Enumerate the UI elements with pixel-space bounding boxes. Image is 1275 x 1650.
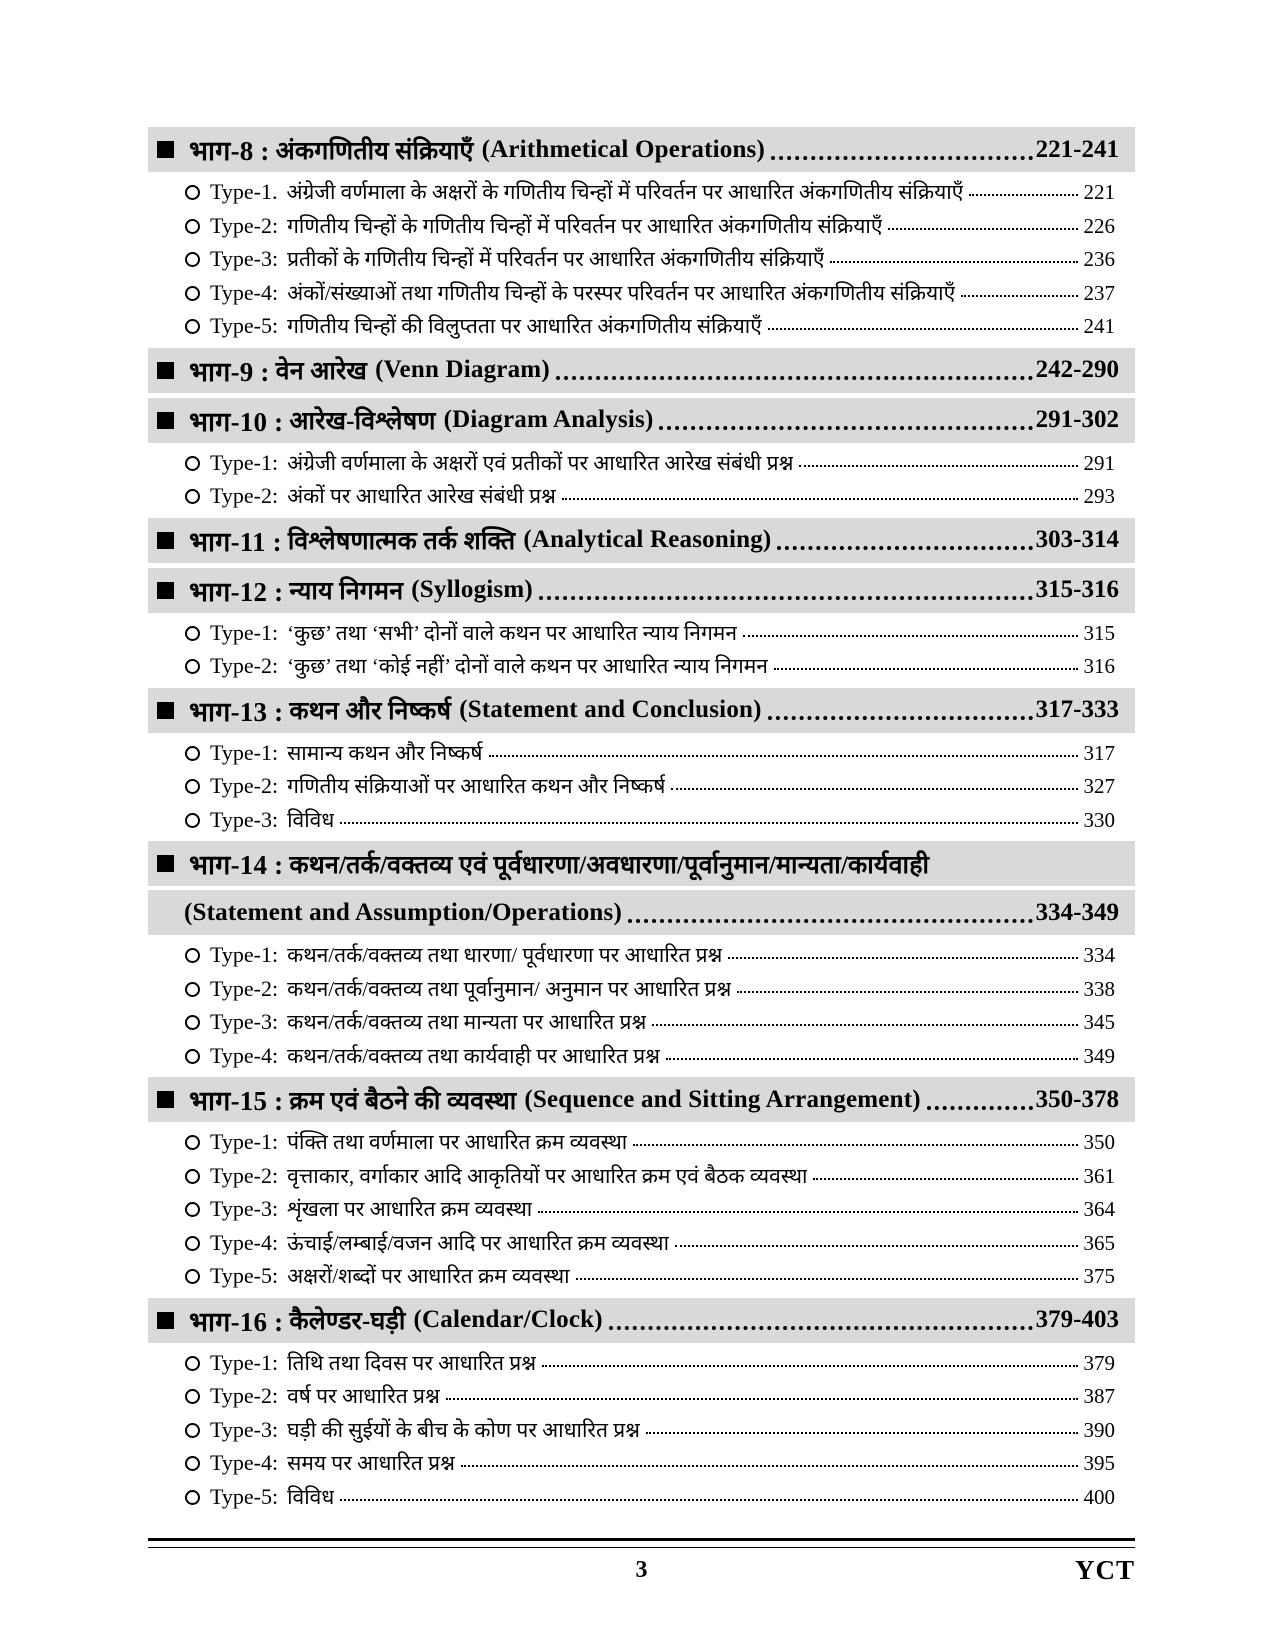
black-square-bullet-icon	[157, 702, 174, 719]
leader-dots	[813, 1178, 1077, 1180]
leader-dots	[771, 156, 1033, 160]
toc-section	[148, 568, 1135, 683]
circle-bullet-icon	[185, 779, 200, 794]
section-entries	[148, 1125, 1135, 1293]
entry-label: Type-2:	[210, 773, 279, 798]
entry-page: 317	[1083, 740, 1115, 765]
toc-entry	[148, 1226, 1135, 1260]
section-bhag: भाग-14 :	[189, 850, 284, 880]
circle-bullet-icon	[185, 456, 200, 471]
entry-page: 315	[1083, 620, 1115, 645]
circle-bullet-icon	[185, 1423, 200, 1438]
entry-page: 316	[1083, 654, 1115, 678]
section-pages: 291-302	[1035, 406, 1119, 433]
entry-label: Type-1:	[210, 739, 279, 765]
section-title-hi: कथन और निष्कर्ष	[289, 698, 452, 725]
entry-page: 365	[1083, 1230, 1115, 1255]
leader-dots	[830, 261, 1077, 263]
leader-dots	[628, 919, 1033, 923]
toc-entry	[148, 616, 1135, 650]
entry-page: 390	[1083, 1417, 1115, 1442]
section-title-hi: विश्लेषणात्मक तर्क शक्ति	[287, 528, 516, 555]
toc-section	[148, 841, 1135, 1072]
entry-text: समय पर आधारित प्रश्न	[287, 1451, 455, 1475]
circle-bullet-icon	[185, 659, 200, 674]
entry-page: 361	[1083, 1163, 1115, 1188]
section-banner	[148, 1077, 1135, 1122]
black-square-bullet-icon	[157, 1091, 174, 1108]
circle-bullet-icon	[185, 948, 200, 963]
section-bhag: भाग-15 :	[189, 1086, 284, 1116]
section-banner	[148, 398, 1135, 443]
leader-dots	[556, 376, 1033, 380]
circle-bullet-icon	[185, 219, 200, 234]
section-bhag: भाग-12 :	[189, 576, 284, 607]
entry-label: Type-1:	[210, 619, 279, 645]
leader-dots	[340, 1499, 1077, 1501]
entry-text: कथन/तर्क/वक्तव्य तथा पूर्वानुमान/ अनुमान पर आधारित प्रश्न	[287, 976, 732, 1001]
entry-label: Type-3:	[210, 246, 279, 271]
entry-text: ‘कुछ’ तथा ‘कोई नहीं’ दोनों वाले कथन पर आधारित न्याय निगमन	[287, 654, 768, 678]
section-title-en: (Syllogism)	[411, 576, 533, 603]
entry-page: 364	[1083, 1197, 1115, 1221]
circle-bullet-icon	[185, 286, 200, 301]
entry-page: 338	[1083, 976, 1115, 1001]
black-square-bullet-icon	[157, 582, 174, 599]
section-title-hi: आरेख-विश्लेषण	[289, 408, 436, 435]
entry-page: 334	[1083, 943, 1115, 967]
toc-entry	[148, 1480, 1135, 1514]
toc-entry	[148, 276, 1135, 310]
toc-entry	[148, 1259, 1135, 1293]
section-banner	[148, 127, 1135, 172]
toc-entry	[148, 242, 1135, 276]
section-pages: 315-316	[1035, 576, 1119, 603]
leader-dots	[961, 295, 1077, 297]
black-square-bullet-icon	[157, 855, 174, 872]
entry-text: अंग्रेजी वर्णमाला के अक्षरों के गणितीय चिन्हों में परिवर्तन पर आधारित अंकगणितीय संक्रियाएँ	[286, 180, 964, 204]
entry-text: गणितीय चिन्हों की विलुप्तता पर आधारित अंकगणितीय संक्रियाएँ	[287, 314, 762, 338]
circle-bullet-icon	[185, 1490, 200, 1505]
leader-dots	[646, 1432, 1077, 1434]
section-banner	[148, 518, 1135, 563]
circle-bullet-icon	[185, 1015, 200, 1030]
leader-dots	[539, 596, 1033, 600]
circle-bullet-icon	[185, 1389, 200, 1404]
toc-entry	[148, 1446, 1135, 1480]
leader-dots	[446, 1398, 1078, 1400]
circle-bullet-icon	[185, 1236, 200, 1251]
section-banner	[148, 841, 1135, 886]
circle-bullet-icon	[185, 1356, 200, 1371]
leader-dots	[538, 1211, 1077, 1213]
toc-entry	[148, 736, 1135, 770]
toc-section	[148, 127, 1135, 343]
entry-label: Type-5:	[210, 313, 279, 338]
toc-entry	[148, 209, 1135, 243]
black-square-bullet-icon	[157, 412, 174, 429]
section-entries	[148, 938, 1135, 1072]
entry-text: गणितीय चिन्हों के गणितीय चिन्हों में परिवर्तन पर आधारित अंकगणितीय संक्रियाएँ	[287, 213, 883, 238]
section-bhag: भाग-16 :	[189, 1306, 284, 1337]
section-pages: 350-378	[1035, 1085, 1119, 1113]
entry-label: Type-2:	[210, 653, 279, 678]
page-footer	[148, 1524, 1135, 1592]
leader-dots	[737, 991, 1077, 993]
toc-sections	[148, 122, 1135, 1513]
entry-page: 395	[1083, 1451, 1115, 1475]
toc-section	[148, 348, 1135, 393]
circle-bullet-icon	[185, 185, 200, 200]
section-pages: 221-241	[1035, 135, 1119, 163]
entry-text: कथन/तर्क/वक्तव्य तथा धारणा/ पूर्वधारणा पर आधारित प्रश्न	[287, 943, 723, 967]
entry-label: Type-1.	[210, 179, 278, 204]
circle-bullet-icon	[185, 252, 200, 267]
circle-bullet-icon	[185, 1169, 200, 1184]
circle-bullet-icon	[185, 813, 200, 828]
publisher-logo: YCT	[1074, 1555, 1135, 1585]
section-banner	[148, 348, 1135, 393]
entry-text: अक्षरों/शब्दों पर आधारित क्रम व्यवस्था	[287, 1264, 570, 1288]
entry-label: Type-2:	[210, 1162, 279, 1188]
toc-entry	[148, 1125, 1135, 1159]
black-square-bullet-icon	[157, 141, 174, 158]
entry-page: 379	[1083, 1350, 1115, 1375]
section-title-en: (Sequence and Sitting Arrangement)	[524, 1085, 921, 1113]
entry-text: विविध	[287, 807, 335, 832]
leader-dots	[461, 1465, 1078, 1467]
entry-text: घड़ी की सुईयों के बीच के कोण पर आधारित प्रश्न	[287, 1417, 641, 1442]
entry-label: Type-4:	[210, 1042, 279, 1068]
black-square-bullet-icon	[157, 362, 174, 379]
toc-entry	[148, 1413, 1135, 1447]
entry-text: अंकों पर आधारित आरेख संबंधी प्रश्न	[287, 484, 556, 508]
section-title-en: (Statement and Conclusion)	[459, 696, 762, 723]
entry-page: 375	[1083, 1264, 1115, 1288]
entry-text: ऊंचाई/लम्बाई/वजन आदि पर आधारित क्रम व्यवस्था	[287, 1230, 670, 1255]
entry-text: ‘कुछ’ तथा ‘सभी’ दोनों वाले कथन पर आधारित न्याय निगमन	[287, 620, 737, 645]
leader-dots	[774, 668, 1078, 670]
toc-entry	[148, 479, 1135, 513]
entry-label: Type-1:	[210, 1349, 279, 1375]
entry-label: Type-2:	[210, 483, 279, 508]
entry-page: 291	[1083, 450, 1115, 475]
entry-page: 237	[1083, 280, 1115, 305]
footer-row	[148, 1548, 1135, 1592]
section-bhag: भाग-9 :	[189, 356, 270, 387]
entry-text: प्रतीकों के गणितीय चिन्हों में परिवर्तन पर आधारित अंकगणितीय संक्रियाएँ	[287, 247, 825, 271]
entry-page: 400	[1083, 1484, 1115, 1509]
leader-dots	[768, 716, 1033, 720]
toc-entry	[148, 1159, 1135, 1193]
toc-entry	[148, 938, 1135, 972]
section-title-en: (Venn Diagram)	[375, 356, 550, 383]
entry-page: 330	[1083, 807, 1115, 832]
leader-dots	[489, 755, 1078, 757]
section-title-hi: कैलेण्डर-घड़ी	[289, 1308, 406, 1335]
entry-label: Type-1:	[210, 1129, 279, 1154]
section-title-hi: अंकगणितीय संक्रियाएँ	[275, 137, 474, 165]
toc-section	[148, 688, 1135, 837]
toc-entry	[148, 972, 1135, 1006]
entry-text: कथन/तर्क/वक्तव्य तथा कार्यवाही पर आधारित प्रश्न	[287, 1043, 660, 1068]
toc-entry	[148, 446, 1135, 480]
section-pages: 242-290	[1035, 356, 1119, 383]
section-title-en: (Diagram Analysis)	[443, 406, 654, 433]
toc-entry	[148, 309, 1135, 343]
leader-dots	[675, 1245, 1077, 1247]
black-square-bullet-icon	[157, 1312, 174, 1329]
entry-text: अंग्रेजी वर्णमाला के अक्षरों एवं प्रतीकों पर आधारित आरेख संबंधी प्रश्न	[287, 450, 794, 475]
section-bhag: भाग-8 :	[189, 136, 270, 166]
section-entries	[148, 616, 1135, 683]
entry-label: Type-5:	[210, 1483, 279, 1509]
section-bhag: भाग-11 :	[189, 526, 282, 557]
section-pages: 303-314	[1035, 526, 1119, 553]
circle-bullet-icon	[185, 746, 200, 761]
section-title-hi: क्रम एवं बैठने की व्यवस्था	[289, 1087, 517, 1115]
toc-entry	[148, 175, 1135, 209]
leader-dots	[609, 1326, 1033, 1330]
toc-section	[148, 398, 1135, 513]
leader-dots	[743, 635, 1078, 637]
entry-text: पंक्ति तथा वर्णमाला पर आधारित क्रम व्यवस्था	[287, 1130, 628, 1154]
leader-dots	[666, 1058, 1078, 1060]
toc-section	[148, 1077, 1135, 1293]
entry-text: गणितीय संक्रियाओं पर आधारित कथन और निष्कर्ष	[287, 774, 666, 798]
entry-label: Type-2:	[210, 975, 279, 1001]
toc-entry	[148, 1192, 1135, 1226]
entry-page: 327	[1083, 774, 1115, 798]
section-bhag: भाग-10 :	[189, 406, 284, 437]
entry-page: 221	[1083, 180, 1115, 204]
section-banner	[148, 1298, 1135, 1343]
section-banner	[148, 568, 1135, 613]
entry-page: 349	[1083, 1043, 1115, 1068]
toc-entry	[148, 1379, 1135, 1413]
circle-bullet-icon	[185, 982, 200, 997]
leader-dots	[340, 822, 1077, 824]
circle-bullet-icon	[185, 1135, 200, 1150]
entry-page: 236	[1083, 247, 1115, 271]
entry-label: Type-1:	[210, 942, 279, 967]
entry-text: सामान्य कथन और निष्कर्ष	[287, 740, 483, 765]
toc-entry	[148, 1005, 1135, 1039]
leader-dots	[633, 1144, 1077, 1146]
circle-bullet-icon	[185, 1269, 200, 1284]
toc-section	[148, 1298, 1135, 1514]
entry-page: 226	[1083, 213, 1115, 238]
entry-label: Type-2:	[210, 1383, 279, 1408]
page-number: 3	[635, 1557, 648, 1583]
entry-label: Type-2:	[210, 212, 279, 238]
leader-dots	[671, 788, 1077, 790]
black-square-bullet-icon	[157, 532, 174, 549]
section-pages2: 334-349	[1035, 898, 1119, 926]
entry-label: Type-4:	[210, 1450, 279, 1475]
leader-dots	[799, 465, 1077, 467]
section-title-hi: न्याय निगमन	[289, 578, 404, 605]
entry-label: Type-1:	[210, 449, 279, 475]
circle-bullet-icon	[185, 1202, 200, 1217]
section-title-hi: वेन आरेख	[275, 358, 368, 385]
entry-page: 241	[1083, 314, 1115, 338]
leader-dots	[728, 957, 1077, 959]
entry-text: वृत्ताकार, वर्गाकार आदि आकृतियों पर आधारित क्रम एवं बैठक व्यवस्था	[287, 1163, 808, 1188]
entry-page: 387	[1083, 1384, 1115, 1408]
section-banner-line2	[148, 890, 1135, 935]
section-entries	[148, 1346, 1135, 1514]
circle-bullet-icon	[185, 319, 200, 334]
toc-entry	[148, 803, 1135, 837]
section-pages: 379-403	[1035, 1306, 1119, 1333]
entry-page: 345	[1083, 1010, 1115, 1034]
leader-dots	[777, 546, 1032, 550]
entry-text: विविध	[287, 1484, 335, 1509]
entry-label: Type-4:	[210, 279, 279, 305]
section-title-en: (Calendar/Clock)	[413, 1306, 603, 1333]
section-entries	[148, 175, 1135, 343]
entry-label: Type-3:	[210, 806, 279, 832]
entry-text: अंकों/संख्याओं तथा गणितीय चिन्हों के परस्पर परिवर्तन पर आधारित अंकगणितीय संक्रियाएँ	[287, 280, 956, 305]
entry-text: कथन/तर्क/वक्तव्य तथा मान्यता पर आधारित प्रश्न	[287, 1010, 647, 1034]
leader-dots	[969, 194, 1077, 196]
circle-bullet-icon	[185, 626, 200, 641]
leader-dots	[888, 228, 1077, 230]
entry-label: Type-3:	[210, 1009, 279, 1034]
entry-label: Type-5:	[210, 1263, 279, 1288]
entry-label: Type-3:	[210, 1196, 279, 1221]
section-banner	[148, 688, 1135, 733]
section-entries	[148, 736, 1135, 837]
circle-bullet-icon	[185, 1049, 200, 1064]
circle-bullet-icon	[185, 1456, 200, 1471]
section-title-en: (Arithmetical Operations)	[481, 135, 765, 163]
leader-dots	[562, 498, 1078, 500]
toc-entry	[148, 649, 1135, 683]
leader-dots	[542, 1365, 1077, 1367]
entry-text: शृंखला पर आधारित क्रम व्यवस्था	[287, 1197, 533, 1221]
toc-section	[148, 518, 1135, 563]
entry-page: 293	[1083, 484, 1115, 508]
toc-entry	[148, 1346, 1135, 1380]
entry-text: तिथि तथा दिवस पर आधारित प्रश्न	[287, 1350, 537, 1375]
section-entries	[148, 446, 1135, 513]
leader-dots	[652, 1024, 1077, 1026]
section-title-hi: कथन/तर्क/वक्तव्य एवं पूर्वधारणा/अवधारणा/पूर्वानुमान/मान्यता/कार्यवाही	[289, 851, 930, 879]
entry-label: Type-3:	[210, 1416, 279, 1442]
leader-dots	[768, 328, 1078, 330]
toc-entry	[148, 769, 1135, 803]
entry-page: 350	[1083, 1130, 1115, 1154]
footer-rule	[148, 1538, 1135, 1548]
section-title-en2: (Statement and Assumption/Operations)	[184, 898, 622, 926]
entry-label: Type-4:	[210, 1229, 279, 1255]
toc-entry	[148, 1039, 1135, 1073]
leader-dots	[576, 1278, 1078, 1280]
leader-dots	[927, 1106, 1033, 1110]
circle-bullet-icon	[185, 489, 200, 504]
leader-dots	[659, 426, 1032, 430]
section-title-en: (Analytical Reasoning)	[523, 526, 772, 553]
section-pages: 317-333	[1035, 696, 1119, 723]
entry-text: वर्ष पर आधारित प्रश्न	[287, 1384, 440, 1408]
section-bhag: भाग-13 :	[189, 696, 284, 727]
